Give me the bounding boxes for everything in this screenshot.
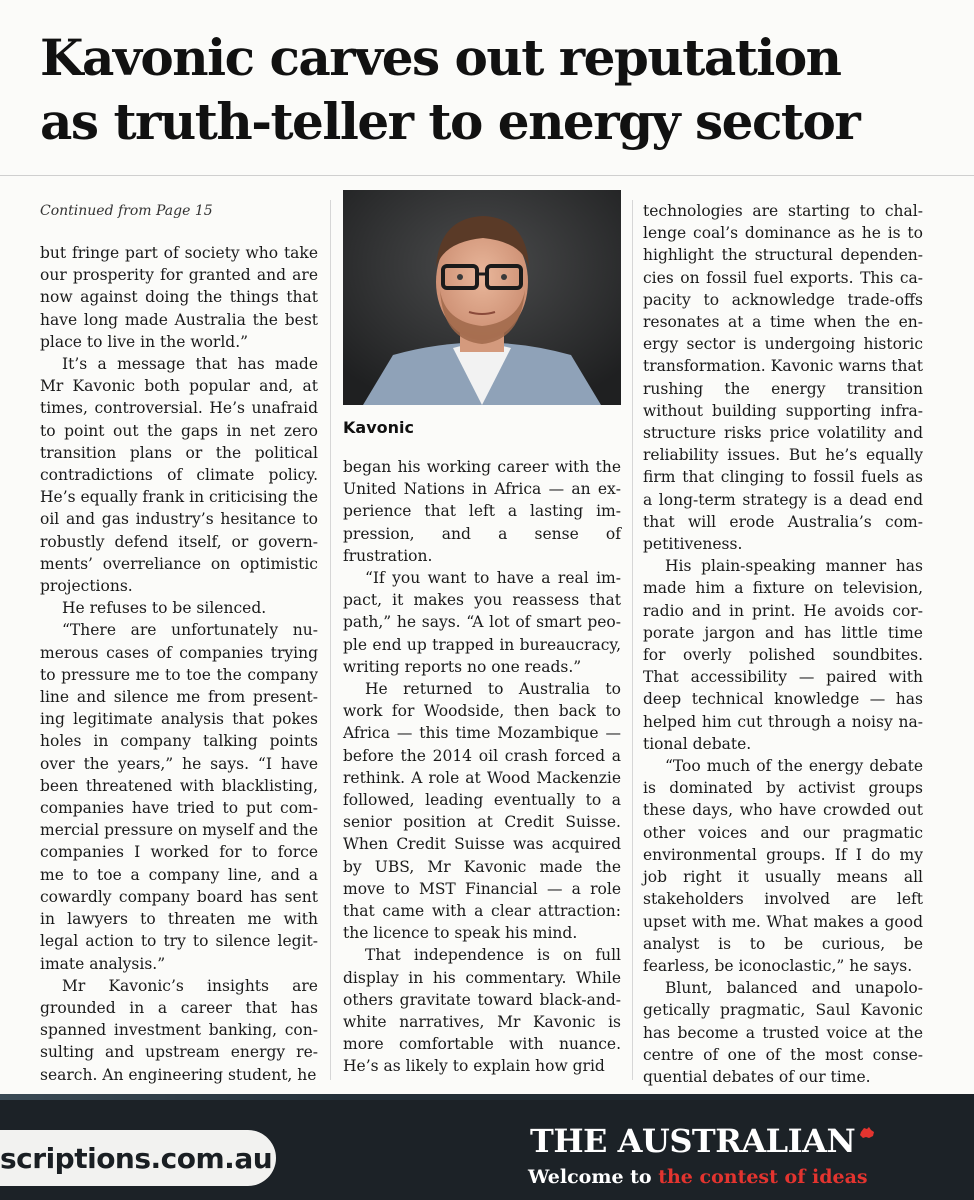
article-column-2	[343, 456, 621, 1078]
paragraph: Mr Kavonic’s insights are grounded in a career that has spanned investment banking, consulting and upstream energy research. An engineering student, he	[40, 976, 318, 1084]
headline-divider	[0, 175, 974, 176]
paragraph: That independence is on full display in his commentary. While others gravitate toward black-and-white narratives, Mr Kavonic is more comfortable with nuance. He’s as likely to explain how grid	[343, 946, 621, 1076]
paragraph: “There are unfortunately numerous cases of companies trying to pressure me to toe the company line and silence me from presenting legitimate analysis that pokes holes in company talking points over the years,” he says. “I have been threatened with blacklisting, companies have tried to put commercial pressure on myself and the companies I worked for to force me to toe a company line, and a cowardly company board has sent in lawyers to threaten me with legal action to try to silence legitimate analysis.”	[40, 621, 318, 973]
paragraph: His plain-speaking manner has made him a fixture on television, radio and in print. He avoids corporate jargon and has little time for overly polished soundbites. That accessibility — paired with deep technical knowledge — has helped him cut through a noisy national debate.	[643, 557, 923, 753]
paragraph: “If you want to have a real impact, it makes you reassess that path,” he says. “A lot of smart people end up trapped in bureaucracy, writing reports no one reads.”	[343, 569, 621, 676]
column-rule-2	[632, 200, 633, 1080]
paragraph: but fringe part of society who take our prosperity for granted and are now against doing the things that have long made Australia the best place to live in the world.”	[40, 244, 318, 351]
subscription-link[interactable]	[0, 1130, 276, 1186]
paragraph: He returned to Australia to work for Woodside, then back to Africa — this time Mozambique — before the 2014 oil crash forced a rethink. A role at Wood Mackenzie followed, leading eventually to a senior position at Credit Suisse. When Credit Suisse was acquired by UBS, Mr Kavonic made the move to MST Financial — a role that came with a clear attraction: the licence to speak his mind.	[343, 680, 621, 943]
headline-line-2: as truth-teller to energy sector	[40, 92, 860, 151]
paragraph: He refuses to be silenced.	[62, 599, 267, 618]
column-rule-1	[330, 200, 331, 1080]
tagline-accent: the contest of ideas	[658, 1166, 868, 1188]
masthead-logo	[530, 1122, 950, 1160]
masthead-text: THE AUSTRALIAN	[530, 1122, 856, 1160]
article-column-1	[40, 200, 318, 1086]
continued-from-label: Continued from Page 15	[40, 203, 213, 219]
paragraph: “Too much of the energy debate is dominated by activist groups these days, who have crowded out other voices and our pragmatic environmental groups. If I do my job right it usually means all stakeholders involved are left upset with me. What makes a good analyst is to be curious, be fearless, be iconoclastic,” he says.	[643, 757, 923, 975]
paragraph: began his working career with the United Nations in Africa — an experience that left a lasting impression, and a sense of frustration.	[343, 458, 621, 565]
photo-caption: Kavonic	[343, 418, 414, 437]
subscription-url[interactable]: scriptions.com.au	[0, 1141, 273, 1175]
australia-map-icon	[859, 1126, 875, 1140]
paragraph: Blunt, balanced and unapologetically pragmatic, Saul Kavonic has become a trusted voice at the centre of one of the most consequential debates of our time.	[643, 979, 923, 1086]
portrait-illustration	[343, 190, 621, 405]
article-headline	[40, 26, 960, 154]
paragraph: It’s a message that has made Mr Kavonic both popular and, at times, controversial. He’s unafraid to point out the gaps in net zero transition plans or the political contradictions of climate policy. He’s equally frank in criticising the oil and gas industry’s hesitance to robustly defend itself, or governments’ overreliance on optimistic projections.	[40, 355, 318, 596]
tagline-prefix: Welcome to	[528, 1166, 659, 1188]
paragraph: technologies are starting to challenge coal’s dominance as he is to highlight the structural dependencies on fossil fuel exports. This capacity to acknowledge trade-offs resonates at a time when the energy sector is undergoing historic transformation. Kavonic warns that rushing the energy transition without building supporting infrastructure risks price volatility and reliability issues. But he’s equally firm that clinging to fossil fuels as a long-term strategy is a dead end that will erode Australia’s competitiveness.	[643, 202, 923, 554]
banner-tagline	[528, 1166, 958, 1188]
headline-line-1: Kavonic carves out reputation	[40, 28, 841, 87]
portrait-photo	[343, 190, 621, 405]
article-column-3	[643, 200, 923, 1088]
